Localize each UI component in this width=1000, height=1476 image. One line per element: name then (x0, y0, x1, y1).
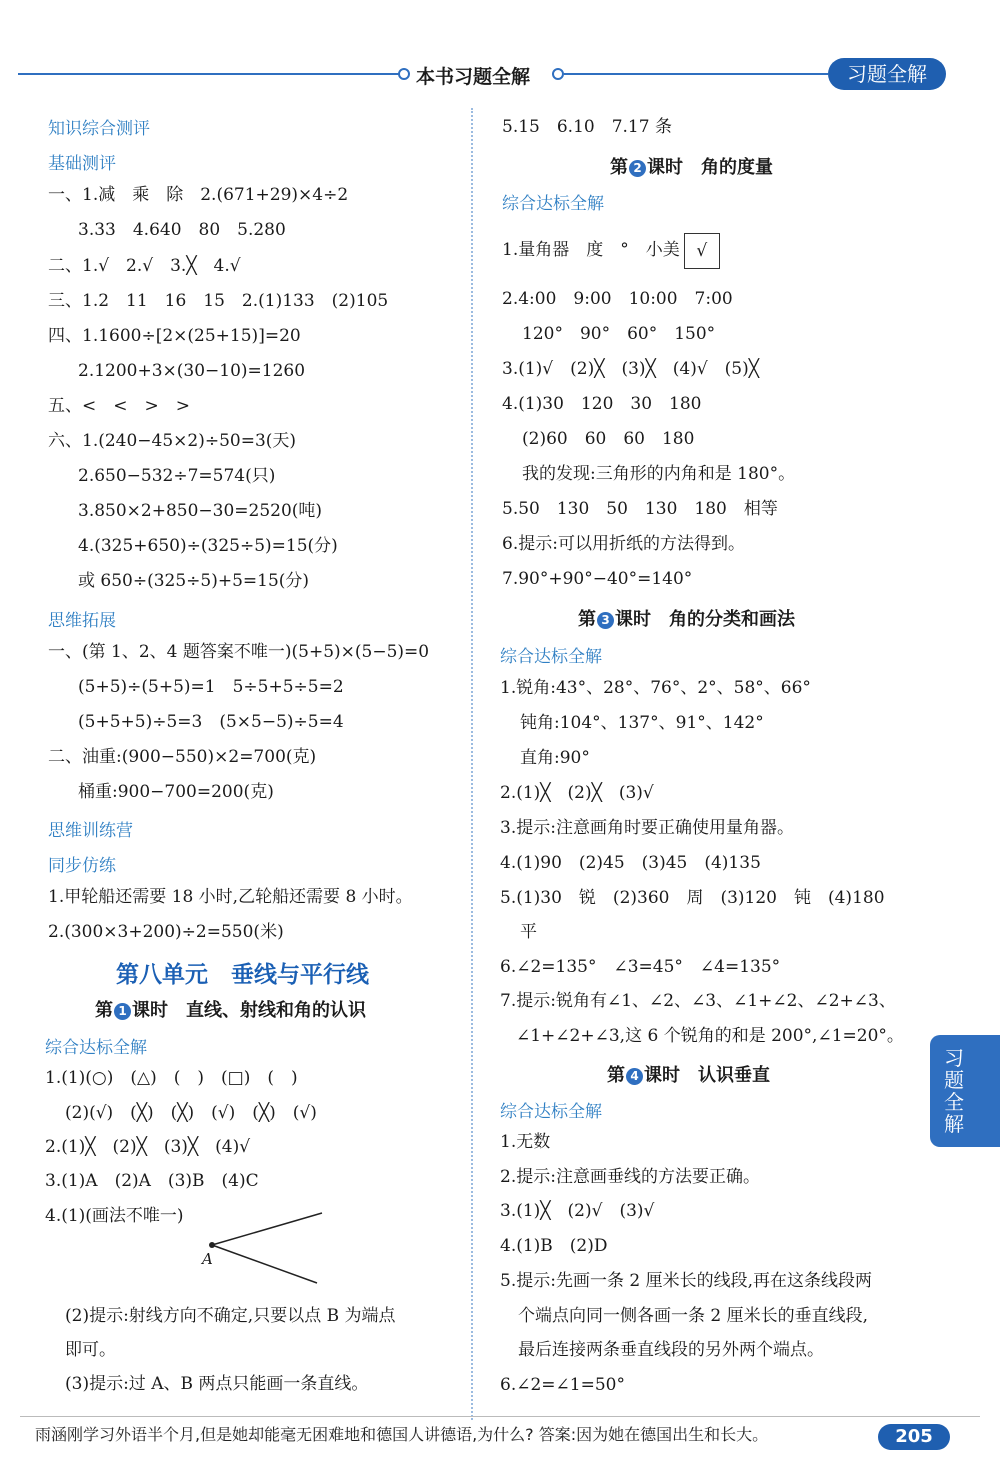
side-tab[interactable] (930, 1035, 1000, 1147)
answer-line: (2)60 60 60 180 (522, 429, 695, 449)
lesson-number: 1 (114, 1003, 131, 1020)
vertex-point (209, 1242, 215, 1248)
lesson-title (610, 153, 773, 179)
answer-line: ∠1+∠2+∠3,这 6 个锐角的和是 200°,∠1=20°。 (516, 1026, 904, 1046)
answer-line: 4.(1)30 120 30 180 (502, 394, 702, 414)
answer-line: 二、油重:(900−550)×2=700(克) (48, 747, 317, 767)
side-tab-label: 习题全解 (944, 1046, 964, 1136)
section-title: 知识综合测评 (48, 119, 150, 139)
answer-line: 一、(第 1、2、4 题答案不唯一)(5+5)×(5−5)=0 (48, 642, 430, 662)
answer-line: 1.无数 (500, 1132, 551, 1152)
angle-diagram (195, 1205, 335, 1290)
answer-line: 1.(1)(○) (△) ( ) (□) ( ) (45, 1068, 298, 1088)
answer-line: 即可。 (65, 1340, 116, 1360)
answer-line: 1.甲轮船还需要 18 小时,乙轮船还需要 8 小时。 (48, 887, 413, 907)
answer-line: 5.(1)30 锐 (2)360 周 (3)120 钝 (4)180 (500, 888, 885, 908)
lesson-name: 课时 直线、射线和角的认识 (132, 1000, 366, 1021)
answer-line: 2.650−532÷7=574(只) (78, 466, 276, 486)
answer-line: 7.90°+90°−40°=140° (502, 569, 693, 589)
answer-line: (2)提示:射线方向不确定,只要以点 B 为端点 (65, 1306, 396, 1326)
answer-line: 2.(1)╳ (2)╳ (3)√ (500, 783, 654, 803)
header-rule-left (18, 73, 400, 75)
answer-line: (5+5)÷(5+5)=1 5÷5+5÷5=2 (78, 677, 344, 697)
answer-line: (3)提示:过 A、B 两点只能画一条直线。 (65, 1374, 369, 1394)
lesson-prefix: 第 (610, 157, 628, 178)
answer-line: 一、1.减 乘 除 2.(671+29)×4÷2 (48, 185, 349, 205)
answer-line: 4.(1)B (2)D (500, 1236, 608, 1256)
header-dot-left (398, 68, 410, 80)
answer-line: 3.(1)√ (2)╳ (3)╳ (4)√ (5)╳ (502, 359, 759, 379)
answer-line: 2.提示:注意画垂线的方法要正确。 (500, 1167, 760, 1187)
answer-line: 3.(1)A (2)A (3)B (4)C (45, 1171, 259, 1191)
answer-line: 二、1.√ 2.√ 3.╳ 4.√ (48, 256, 241, 276)
answer-line: 1.锐角:43°、28°、76°、2°、58°、66° (500, 678, 811, 698)
answer-line: 120° 90° 60° 150° (522, 324, 716, 344)
answer-line: 3.850×2+850−30=2520(吨) (78, 501, 323, 521)
lesson-number: 4 (626, 1068, 643, 1085)
ray-lower (212, 1245, 317, 1283)
section-title: 综合达标全解 (502, 194, 604, 214)
answer-line: 4.(1)(画法不唯一) (45, 1206, 184, 1226)
section-title: 基础测评 (48, 154, 116, 174)
section-title: 同步仿练 (48, 856, 116, 876)
answer-line: 6.提示:可以用折纸的方法得到。 (502, 534, 745, 554)
header-dot-right (552, 68, 564, 80)
answer-line: 4.(325+650)÷(325÷5)=15(分) (78, 536, 338, 556)
section-title: 思维训练营 (48, 821, 133, 841)
answer-line: 5.50 130 50 130 180 相等 (502, 499, 778, 519)
answer-line: 平 (520, 922, 537, 942)
answer-line: 2.1200+3×(30−10)=1260 (78, 361, 306, 381)
answer-line: 四、1.1600÷[2×(25+15)]=20 (48, 326, 301, 346)
check-box: √ (684, 233, 720, 269)
lesson-prefix: 第 (607, 1065, 625, 1086)
answer-line: 个端点向同一侧各画一条 2 厘米长的垂直线段, (518, 1306, 869, 1326)
header-title: 本书习题全解 (416, 66, 531, 88)
answer-line (502, 230, 720, 270)
answer-line: 桶重:900−700=200(克) (78, 782, 274, 802)
lesson-title (95, 996, 366, 1022)
lesson-prefix: 第 (578, 609, 596, 630)
header-badge: 习题全解 (828, 58, 946, 90)
unit-title: 第八单元 垂线与平行线 (116, 962, 369, 988)
answer-line: 最后连接两条垂直线段的另外两个端点。 (518, 1340, 824, 1360)
answer-line: 三、1.2 11 16 15 2.(1)133 (2)105 (48, 291, 389, 311)
footer-rule (20, 1416, 980, 1417)
lesson-title (578, 605, 795, 631)
answer-line: 7.提示:锐角有∠1、∠2、∠3、∠1+∠2、∠2+∠3、 (500, 991, 896, 1011)
ray-upper (212, 1213, 322, 1245)
answer-line: 2.4:00 9:00 10:00 7:00 (502, 289, 733, 309)
lesson-name: 课时 角的分类和画法 (615, 609, 795, 630)
lesson-name: 课时 角的度量 (647, 157, 773, 178)
answer-line: 2.(1)╳ (2)╳ (3)╳ (4)√ (45, 1137, 251, 1157)
answer-line: 钝角:104°、137°、91°、142° (520, 713, 764, 733)
answer-line: 3.提示:注意画角时要正确使用量角器。 (500, 818, 794, 838)
section-title: 思维拓展 (48, 611, 116, 631)
section-title: 综合达标全解 (500, 1102, 602, 1122)
answer-line: 直角:90° (520, 748, 590, 768)
answer-line: 5.提示:先画一条 2 厘米长的线段,再在这条线段两 (500, 1271, 872, 1291)
answer-line: 2.(300×3+200)÷2=550(米) (48, 922, 284, 942)
vertex-label: A (202, 1250, 213, 1268)
section-title: 综合达标全解 (45, 1038, 147, 1058)
lesson-number: 2 (629, 160, 646, 177)
answer-line: 五、< < > > (48, 396, 190, 416)
answer-line: 6.∠2=∠1=50° (500, 1375, 625, 1395)
lesson-prefix: 第 (95, 1000, 113, 1021)
answer-line: 或 650÷(325÷5)+5=15(分) (78, 571, 310, 591)
lesson-title (607, 1061, 770, 1087)
lesson-number: 3 (597, 612, 614, 629)
header-rule-right (564, 73, 828, 75)
lesson-name: 课时 认识垂直 (644, 1065, 770, 1086)
footer-riddle: 雨涵刚学习外语半个月,但是她却能毫无困难地和德国人讲德语,为什么? 答案:因为她在德国出生和长大。 (35, 1425, 769, 1444)
answer-line: (5+5+5)÷5=3 (5×5−5)÷5=4 (78, 712, 344, 732)
answer-line: 6.∠2=135° ∠3=45° ∠4=135° (500, 957, 781, 977)
page-number: 205 (878, 1424, 950, 1450)
answer-line: 我的发现:三角形的内角和是 180°。 (522, 464, 796, 484)
answer-line: 5.15 6.10 7.17 条 (502, 117, 672, 137)
answer-text: 1.量角器 度 ° 小美 (502, 240, 680, 260)
answer-line: 4.(1)90 (2)45 (3)45 (4)135 (500, 853, 761, 873)
section-title: 综合达标全解 (500, 647, 602, 667)
answer-line: 六、1.(240−45×2)÷50=3(天) (48, 431, 297, 451)
answer-line: (2)(√) (╳) (╳) (√) (╳) (√) (65, 1103, 317, 1123)
column-divider (471, 108, 473, 1420)
answer-line: 3.(1)╳ (2)√ (3)√ (500, 1201, 655, 1221)
answer-line: 3.33 4.640 80 5.280 (78, 220, 286, 240)
